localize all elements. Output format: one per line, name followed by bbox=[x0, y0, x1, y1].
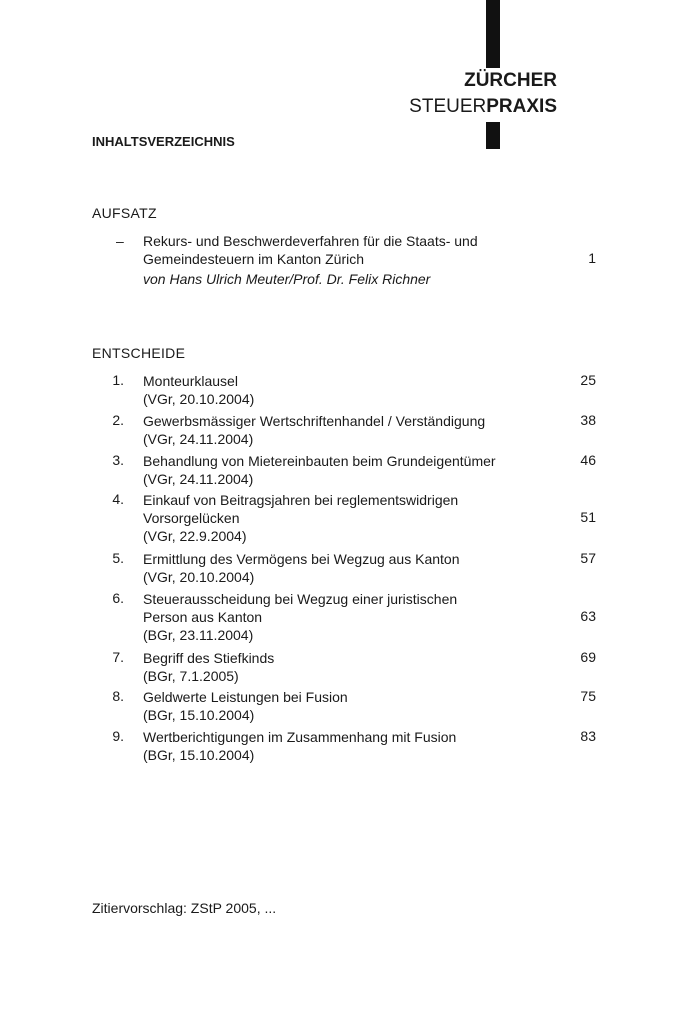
toc-item-page-number: 38 bbox=[580, 412, 596, 428]
section-label-entscheide: ENTSCHEIDE bbox=[92, 345, 186, 361]
toc-item-number: 6. bbox=[112, 590, 124, 606]
toc-item-line: Monteurklausel bbox=[143, 373, 238, 389]
toc-item-line: (BGr, 15.10.2004) bbox=[143, 707, 255, 723]
aufsatz-page-number: 1 bbox=[588, 250, 596, 266]
toc-item-page-number: 25 bbox=[580, 372, 596, 388]
toc-item-number: 5. bbox=[112, 550, 124, 566]
toc-item-line: (VGr, 24.11.2004) bbox=[143, 471, 254, 487]
toc-item-number: 2. bbox=[112, 412, 124, 428]
aufsatz-title-line-2: Gemeindesteuern im Kanton Zürich bbox=[143, 251, 364, 267]
toc-item-page-number: 83 bbox=[580, 728, 596, 744]
logo-line-1: ZÜRCHER bbox=[464, 70, 557, 91]
toc-item-number: 9. bbox=[112, 728, 124, 744]
logo-bar-bottom bbox=[486, 122, 500, 149]
section-label-aufsatz: AUFSATZ bbox=[92, 205, 157, 221]
toc-item-line: (VGr, 22.9.2004) bbox=[143, 528, 247, 544]
logo-line-2-bold: PRAXIS bbox=[486, 96, 557, 117]
toc-item-line: (BGr, 7.1.2005) bbox=[143, 668, 239, 684]
toc-item-page-number: 63 bbox=[580, 608, 596, 624]
toc-item-line: Geldwerte Leistungen bei Fusion bbox=[143, 689, 348, 705]
logo-line-2 bbox=[409, 96, 557, 118]
toc-item-line: Person aus Kanton bbox=[143, 609, 263, 625]
logo-line-2-regular: STEUER bbox=[409, 96, 487, 117]
toc-item-page-number: 46 bbox=[580, 452, 596, 468]
toc-item-number: 1. bbox=[112, 372, 124, 388]
toc-item-number: 4. bbox=[112, 491, 124, 507]
toc-item-line: (VGr, 20.10.2004) bbox=[143, 391, 255, 407]
toc-item-line: Begriff des Stiefkinds bbox=[143, 650, 275, 666]
toc-item-line: Ermittlung des Vermögens bei Wegzug aus Kanton bbox=[143, 551, 460, 567]
toc-item-line: Einkauf von Beitragsjahren bei reglementswidrigen bbox=[143, 492, 459, 508]
toc-item-number: 8. bbox=[112, 688, 124, 704]
toc-item-line: (BGr, 23.11.2004) bbox=[143, 627, 254, 643]
toc-item-line: Behandlung von Mietereinbauten beim Grundeigentümer bbox=[143, 453, 496, 469]
toc-item-line: (VGr, 24.11.2004) bbox=[143, 431, 254, 447]
toc-item-number: 7. bbox=[112, 649, 124, 665]
toc-item-line: Wertberichtigungen im Zusammenhang mit Fusion bbox=[143, 729, 457, 745]
toc-item-page-number: 57 bbox=[580, 550, 596, 566]
aufsatz-authors: von Hans Ulrich Meuter/Prof. Dr. Felix Richner bbox=[143, 271, 431, 287]
toc-item-line: (VGr, 20.10.2004) bbox=[143, 569, 255, 585]
toc-item-line: (BGr, 15.10.2004) bbox=[143, 747, 255, 763]
toc-item-page-number: 51 bbox=[580, 509, 596, 525]
aufsatz-title-line-1: Rekurs- und Beschwerdeverfahren für die Staats- und bbox=[143, 233, 478, 249]
toc-item-number: 3. bbox=[112, 452, 124, 468]
toc-item-page-number: 75 bbox=[580, 688, 596, 704]
toc-item-line: Gewerbsmässiger Wertschriftenhandel / Verständigung bbox=[143, 413, 486, 429]
toc-item-page-number: 69 bbox=[580, 649, 596, 665]
toc-item-line: Vorsorgelücken bbox=[143, 510, 240, 526]
toc-item-line: Steuerausscheidung bei Wegzug einer juristischen bbox=[143, 591, 458, 607]
aufsatz-bullet: – bbox=[116, 233, 124, 249]
page-title: INHALTSVERZEICHNIS bbox=[92, 134, 235, 149]
citation-suggestion: Zitiervorschlag: ZStP 2005, ... bbox=[92, 900, 277, 916]
logo-bar-top bbox=[486, 0, 500, 68]
